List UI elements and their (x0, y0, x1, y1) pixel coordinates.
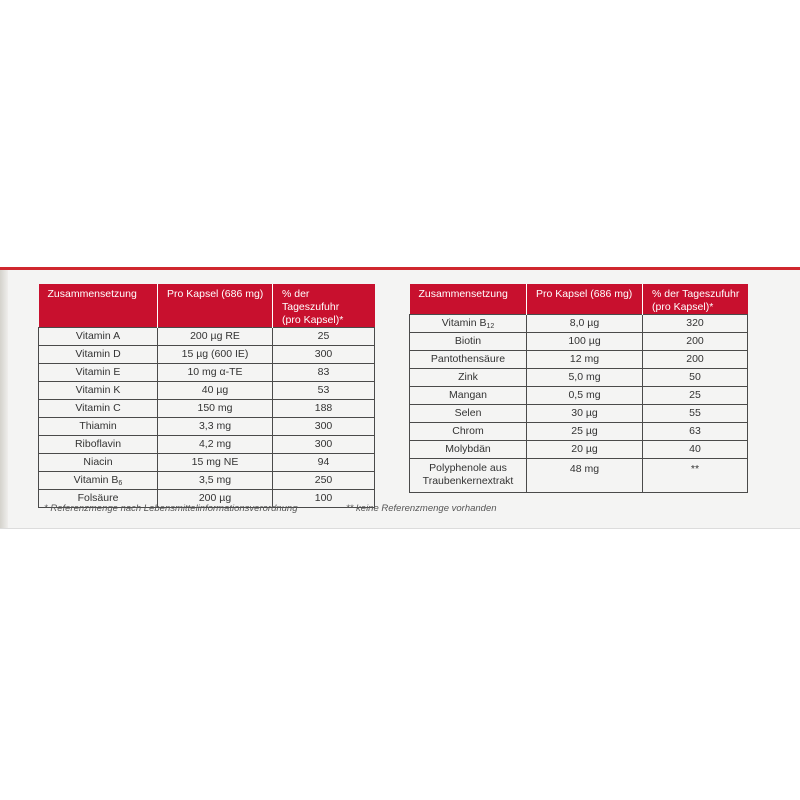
cell-component (410, 405, 527, 423)
header-component: Zusammensetzung (410, 284, 527, 315)
table-body-right (410, 315, 748, 459)
cell-daily-pct: 188 (273, 400, 375, 418)
component-name: Biotin (454, 335, 482, 347)
cell-component (410, 441, 527, 459)
cell-daily-pct: 40 (643, 441, 748, 459)
cell-daily-pct: 300 (273, 436, 375, 454)
component-name: Thiamin (79, 420, 117, 432)
header-per-capsule: Pro Kapsel (686 mg) (527, 284, 643, 315)
cell-daily-pct: 83 (273, 364, 375, 382)
cell-daily-pct: 100 (273, 490, 375, 508)
cell-component (39, 346, 158, 364)
cell-component (39, 364, 158, 382)
cell-amount: 3,5 mg (158, 472, 273, 490)
cell-daily-pct: 250 (273, 472, 375, 490)
component-subscript: 12 (486, 323, 495, 330)
cell-amount: 12 mg (527, 351, 643, 369)
table-body-polyphenol (410, 459, 748, 493)
component-name: Vitamin E (75, 366, 121, 378)
component-name: Vitamin C (75, 402, 121, 414)
table-row-selen (410, 405, 748, 423)
table-row-vitamin-e (39, 364, 375, 382)
cell-daily-pct: 50 (643, 369, 748, 387)
header-daily-intake (643, 284, 748, 315)
cell-component (39, 400, 158, 418)
cell-component (410, 459, 527, 493)
cell-daily-pct: 25 (273, 328, 375, 346)
cell-component (410, 387, 527, 405)
cell-amount: 100 µg (527, 333, 643, 351)
component-name: Mangan (449, 389, 487, 401)
cell-component (410, 333, 527, 351)
polyphenol-name-line2: Traubenkernextrakt (422, 475, 514, 487)
table-row-polyphenole (410, 459, 748, 493)
header-daily-line2: (pro Kapsel)* (652, 301, 714, 313)
cell-daily-pct: 200 (643, 351, 748, 369)
cell-amount: 4,2 mg (158, 436, 273, 454)
cell-amount: 15 mg NE (158, 454, 273, 472)
cell-amount: 25 µg (527, 423, 643, 441)
header-per-capsule: Pro Kapsel (686 mg) (158, 284, 273, 328)
table-row-pantothensaeure (410, 351, 748, 369)
cell-component (39, 328, 158, 346)
footnote-reference: * Referenzmenge nach Lebensmittelinformationsverordnung (44, 503, 298, 514)
cell-amount: 200 µg RE (158, 328, 273, 346)
table-row-vitamin-c (39, 400, 375, 418)
cell-daily-pct: 63 (643, 423, 748, 441)
table-row-vitamin-k (39, 382, 375, 400)
cell-component (410, 369, 527, 387)
cell-amount: 200 µg (158, 490, 273, 508)
component-name: Folsäure (77, 492, 119, 504)
component-name: Chrom (452, 425, 484, 437)
header-component: Zusammensetzung (39, 284, 158, 328)
cell-daily-pct: 53 (273, 382, 375, 400)
box-edge-shadow (0, 270, 8, 528)
cell-amount: 0,5 mg (527, 387, 643, 405)
component-name: Molybdän (445, 443, 491, 455)
cell-component (39, 382, 158, 400)
cell-amount: 40 µg (158, 382, 273, 400)
table-row-vitamin-b12 (410, 315, 748, 333)
table-row-niacin (39, 454, 375, 472)
cell-amount: 15 µg (600 IE) (158, 346, 273, 364)
cell-daily-pct: 320 (643, 315, 748, 333)
table-body-left (39, 328, 375, 508)
cell-component (39, 418, 158, 436)
cell-amount: 3,3 mg (158, 418, 273, 436)
component-name: Vitamin D (75, 348, 121, 360)
table-row-zink (410, 369, 748, 387)
cell-component (39, 454, 158, 472)
component-name: Vitamin K (75, 384, 121, 396)
table-row-mangan (410, 387, 748, 405)
component-name: Selen (454, 407, 482, 419)
cell-daily-pct: ** (643, 459, 748, 493)
component-name: Vitamin B (441, 317, 487, 329)
cell-amount: 30 µg (527, 405, 643, 423)
table-header-row (410, 284, 748, 315)
cell-component (39, 436, 158, 454)
cell-daily-pct: 300 (273, 418, 375, 436)
cell-amount: 20 µg (527, 441, 643, 459)
cell-daily-pct: 200 (643, 333, 748, 351)
nutrition-table-right (409, 284, 748, 493)
cell-component (410, 315, 527, 333)
cell-amount: 8,0 µg (527, 315, 643, 333)
table-row-vitamin-b6 (39, 472, 375, 490)
table-row-molybdaen (410, 441, 748, 459)
component-name: Vitamin B (73, 474, 119, 486)
component-name: Niacin (83, 456, 113, 468)
table-header-row (39, 284, 375, 328)
component-subscript: 6 (118, 480, 123, 487)
table-row-chrom (410, 423, 748, 441)
cell-daily-pct: 94 (273, 454, 375, 472)
table-row-biotin (410, 333, 748, 351)
cell-daily-pct: 25 (643, 387, 748, 405)
cell-amount: 48 mg (527, 459, 643, 493)
table-row-vitamin-a (39, 328, 375, 346)
cell-component (39, 472, 158, 490)
header-daily-line1: % der Tageszufuhr (282, 288, 340, 313)
component-name: Riboflavin (74, 438, 122, 450)
table-row-thiamin (39, 418, 375, 436)
component-name: Zink (458, 371, 478, 383)
component-name: Pantothensäure (430, 353, 506, 365)
table-row-riboflavin (39, 436, 375, 454)
cell-daily-pct: 300 (273, 346, 375, 364)
header-daily-line2: (pro Kapsel)* (282, 314, 344, 326)
header-daily-intake (273, 284, 375, 328)
nutrition-table-left (38, 284, 375, 508)
cell-amount: 5,0 mg (527, 369, 643, 387)
cell-component (410, 351, 527, 369)
cell-component (410, 423, 527, 441)
component-name: Vitamin A (75, 330, 121, 342)
header-daily-line1: % der Tageszufuhr (652, 288, 740, 300)
cell-daily-pct: 55 (643, 405, 748, 423)
table-row-vitamin-d (39, 346, 375, 364)
footnote-no-reference: ** keine Referenzmenge vorhanden (346, 503, 497, 514)
cell-amount: 10 mg α-TE (158, 364, 273, 382)
cell-amount: 150 mg (158, 400, 273, 418)
polyphenol-name-line1: Polyphenole aus (429, 462, 507, 474)
